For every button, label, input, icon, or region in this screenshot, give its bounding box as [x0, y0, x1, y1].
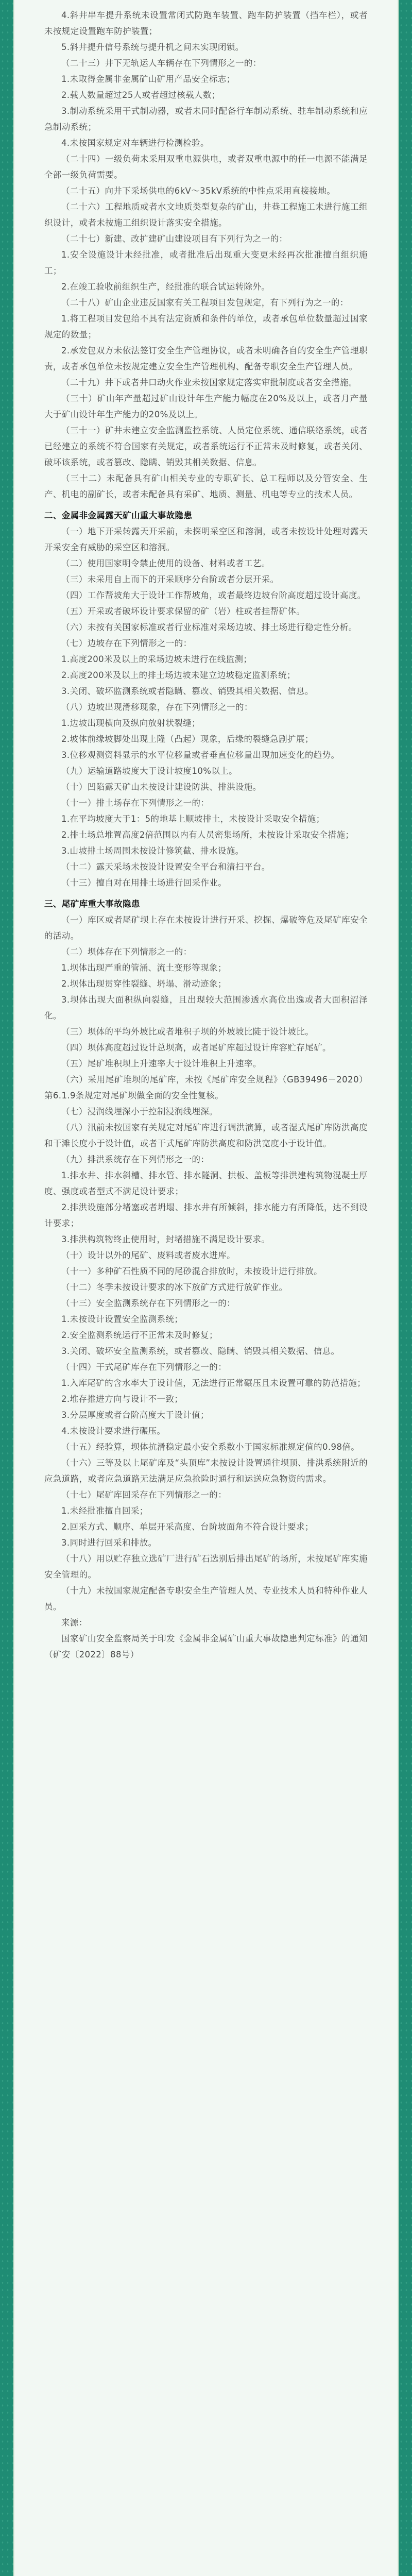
paragraph: 5.斜井提升信号系统与提升机之间未实现闭锁。 — [61, 42, 244, 52]
paragraph: （七）浸润线埋深小于控制浸润线埋深。 — [61, 1107, 218, 1116]
paragraph: （四）工作帮坡角大于设计工作帮坡角，或者最终边坡台阶高度超过设计高度。 — [61, 590, 366, 600]
paragraph: 3.坝体出现大面积纵向裂缝，且出现较大范围渗透水高位出逸或者大面积沼泽化。 — [44, 995, 368, 1021]
paragraph: （十一）排土场存在下列情形之一的： — [61, 798, 210, 808]
paragraph: （十四）干式尾矿库存在下列情形之一的： — [61, 1362, 227, 1372]
paragraph: （二十九）井下或者井口动火作业未按国家规定落实审批制度或者安全措施。 — [61, 378, 357, 387]
paragraph: 1.未按设计设置安全监测系统； — [61, 1314, 183, 1324]
paragraph: （三）坝体的平均外坡比或者堆积子坝的外坡坡比陡于设计坡比。 — [61, 1027, 314, 1037]
paragraph: 2.载人数量超过25人或者超过核载人数； — [61, 90, 220, 100]
paragraph: 1.未取得金属非金属矿山矿用产品安全标志； — [61, 74, 235, 84]
paragraph: （三十）矿山年产量超过矿山设计年生产能力幅度在20%及以上，或者月产量大于矿山设计年生产能力的20%及以上。 — [44, 394, 368, 419]
paragraph: （二十三）井下无轨运人车辆存在下列情形之一的： — [61, 58, 262, 68]
paragraph: （十五）经验算，坝体抗滑稳定最小安全系数小于国家标准规定值的0.98倍。 — [61, 1442, 360, 1452]
paragraph: 2.回采方式、顺序、单层开采高度、台阶坡面角不符合设计要求； — [61, 1522, 314, 1532]
paragraph: （三十一）矿井未建立安全监测监控系统、人员定位系统、通信联络系统，或者已经建立的系统不符合国家有关规定，或者系统运行不正常未及时修复，或者关闭、破坏该系统，或者篡改、隐瞒、销毁其相关数据、信息。 — [44, 426, 368, 467]
paragraph: 4.未按设计要求进行碾压。 — [61, 1426, 166, 1436]
paragraph: （二十八）矿山企业违反国家有关工程项目发包规定，有下列行为之一的： — [61, 298, 349, 308]
paragraph: 来源： — [61, 1618, 88, 1628]
paragraph: 2.承发包双方未依法签订安全生产管理协议，或者未明确各自的安全生产管理职责，或者承包单位未按规定建立安全生产管理机构、配备专职安全生产管理人员。 — [44, 346, 368, 371]
paragraph: 国家矿山安全监察局关于印发《金属非金属矿山重大事故隐患判定标准》的通知 （矿安〔2022〕88号） — [44, 1634, 376, 1659]
right-border-decoration — [399, 0, 412, 2576]
paragraph: （二）坝体存在下列情形之一的： — [61, 947, 192, 957]
paragraph: 2.高度200米及以上的排土场边坡未建立边坡稳定监测系统； — [61, 670, 296, 680]
paragraph: （四）坝体高度超过设计总坝高，或者尾矿库超过设计库容贮存尾矿。 — [61, 1043, 331, 1053]
paragraph: （十）设计以外的尾矿、废料或者废水进库。 — [61, 1250, 235, 1260]
paragraph: 3.制动系统采用干式制动器，或者未同时配备行车制动系统、驻车制动系统和应急制动系统； — [44, 106, 368, 132]
paragraph: 3.山坡排土场周围未按设计修筑截、排水设施。 — [61, 846, 244, 856]
paragraph: 1.未经批准擅自回采； — [61, 1506, 148, 1516]
paragraph: 3.位移观测资料显示的水平位移量或者垂直位移量出现加速变化的趋势。 — [61, 750, 340, 760]
paragraph: （十一）多种矿石性质不同的尾砂混合排放时，未按设计进行排放。 — [61, 1266, 322, 1276]
paragraph: 1.坝体出现严重的管涌、流土变形等现象； — [61, 963, 227, 973]
paragraph: 1.排水井、排水斜槽、排水管、排水隧洞、拱板、盖板等排洪建构筑物混凝土厚度、强度或者型式不满足设计要求； — [44, 1171, 368, 1196]
paragraph: （十二）露天采场未按设计设置安全平台和清扫平台。 — [61, 862, 270, 872]
paragraph: 1.在平均坡度大于1：5的地基上顺坡排土，未按设计采取安全措施； — [61, 814, 325, 824]
paragraph: 1.边坡出现横向及纵向放射状裂缝； — [61, 718, 201, 728]
paragraph: （十）凹陷露天矿山未按设计建设防洪、排洪设施。 — [61, 782, 262, 792]
paragraph: 2.在竣工验收前组织生产，经批准的联合试运转除外。 — [61, 282, 270, 292]
paragraph: 1.高度200米及以上的采场边坡未进行在线监测； — [61, 654, 252, 664]
paragraph: （五）尾矿堆积坝上升速率大于设计堆积上升速率。 — [61, 1059, 262, 1069]
paragraph: （五）开采或者破坏设计要求保留的矿（岩）柱或者挂帮矿体。 — [61, 606, 305, 616]
paragraph: （一）地下开采转露天开采前，未探明采空区和溶洞，或者未按设计处理对露天开采安全有威胁的采空区和溶洞。 — [44, 527, 368, 552]
paragraph: （二十六）工程地质或者水文地质类型复杂的矿山，井巷工程施工未进行施工组织设计，或者未按施工组织设计落实安全措施。 — [44, 202, 368, 228]
paragraph: 3.排洪构筑物终止使用时，封堵措施不满足设计要求。 — [61, 1234, 270, 1244]
paragraph: 2.坡体前缘坡脚处出现上隆（凸起）现象，后缘的裂缝急剧扩展； — [61, 734, 314, 744]
paragraph: 1.安全设施设计未经批准，或者批准后出现重大变更未经再次批准擅自组织施工； — [44, 250, 368, 276]
left-border-decoration — [0, 0, 13, 2576]
paragraph: 2.排土场总堆置高度2倍范围以内有人员密集场所，未按设计采取安全措施； — [61, 830, 354, 840]
paragraph: （十六）三等及以上尾矿库及“头顶库”未按设计设置通往坝顶、排洪系统附近的应急道路，或者应急道路无法满足应急抢险时通行和运送应急物资的需求。 — [44, 1458, 368, 1484]
article-body — [44, 7, 376, 1663]
paragraph: 1.入库尾矿的含水率大于设计值，无法进行正常碾压且未设置可靠的防范措施； — [61, 1378, 366, 1388]
article-card — [13, 0, 399, 2576]
paragraph: （七）边坡存在下列情形之一的： — [61, 638, 192, 648]
paragraph: （一）库区或者尾矿坝上存在未按设计进行开采、挖掘、爆破等危及尾矿库安全的活动。 — [44, 915, 368, 941]
paragraph: （十三）擅自对在用排土场进行回采作业。 — [61, 878, 227, 888]
paragraph: 1.将工程项目发包给不具有法定资质和条件的单位，或者承包单位数量超过国家规定的数量； — [44, 314, 368, 340]
paragraph: （六）采用尾矿堆坝的尾矿库，未按《尾矿库安全规程》（GB39496－2020）第6.1.9条规定对尾矿坝做全面的安全性复核。 — [44, 1075, 368, 1100]
paragraph: （八）汛前未按国家有关规定对尾矿库进行调洪演算，或者湿式尾矿库防洪高度和干滩长度小于设计值，或者干式尾矿库防洪高度和防洪宽度小于设计值。 — [44, 1123, 368, 1148]
paragraph: （六）未按有关国家标准或者行业标准对采场边坡、排土场进行稳定性分析。 — [61, 622, 357, 632]
paragraph: 2.安全监测系统运行不正常未及时修复； — [61, 1330, 218, 1340]
paragraph: （三）未采用自上而下的开采顺序分台阶或者分层开采。 — [61, 574, 279, 584]
paragraph: 3.关闭、破坏安全监测系统，或者篡改、隐瞒、销毁其相关数据、信息。 — [61, 1346, 340, 1356]
paragraph: （十二）冬季未按设计要求的冰下放矿方式进行放矿作业。 — [61, 1282, 288, 1292]
section-heading: 二、金属非金属露天矿山重大事故隐患 — [44, 511, 193, 520]
paragraph: （十九）未按国家规定配备专职安全生产管理人员、专业技术人员和特种作业人员。 — [44, 1586, 368, 1612]
paragraph: （二十七）新建、改扩建矿山建设项目有下列行为之一的： — [61, 234, 288, 244]
paragraph: （十七）尾矿库回采存在下列情形之一的： — [61, 1490, 227, 1500]
paragraph: （二十四）一级负荷未采用双重电源供电，或者双重电源中的任一电源不能满足全部一级负荷需要。 — [44, 154, 368, 180]
paragraph: （九）运输道路坡度大于设计坡度10%以上。 — [61, 766, 238, 776]
paragraph: （二）使用国家明令禁止使用的设备、材料或者工艺。 — [61, 558, 270, 568]
paragraph: 3.分层厚度或者台阶高度大于设计值； — [61, 1410, 209, 1420]
paragraph: （二十五）向井下采场供电的6kV～35kV系统的中性点采用直接接地。 — [61, 186, 336, 196]
paragraph: 3.同时进行回采和排放。 — [61, 1538, 157, 1548]
paragraph: 2.排洪设施部分堵塞或者坍塌、排水井有所倾斜，排水能力有所降低，达不到设计要求； — [44, 1202, 368, 1228]
paragraph: （九）排洪系统存在下列情形之一的： — [61, 1155, 210, 1164]
paragraph: 2.坝体出现贯穿性裂缝、坍塌、滑动迹象； — [61, 979, 227, 989]
paragraph: （十三）安全监测系统存在下列情形之一的： — [61, 1298, 235, 1308]
paragraph: （十八）用以贮存独立选矿厂进行矿石选别后排出尾矿的场所，未按尾矿库实施安全管理的。 — [44, 1554, 368, 1580]
paragraph: 4.斜井串车提升系统未设置常闭式防跑车装置、跑车防护装置（挡车栏），或者未按规定设置跑车防护装置； — [44, 10, 368, 36]
paragraph: （三十二）未配备具有矿山相关专业的专职矿长、总工程师以及分管安全、生产、机电的副矿长，或者未配备具有采矿、地质、测量、机电等专业的技术人员。 — [44, 473, 368, 499]
paragraph: 2.堆存推进方向与设计不一致； — [61, 1394, 183, 1404]
paragraph: （八）边坡出现滑移现象，存在下列情形之一的： — [61, 702, 253, 712]
paragraph: 3.关闭、破坏监测系统或者隐瞒、篡改、销毁其相关数据、信息。 — [61, 686, 314, 696]
section-heading: 三、尾矿库重大事故隐患 — [44, 899, 140, 909]
paragraph: 4.未按国家规定对车辆进行检测检验。 — [61, 138, 209, 148]
